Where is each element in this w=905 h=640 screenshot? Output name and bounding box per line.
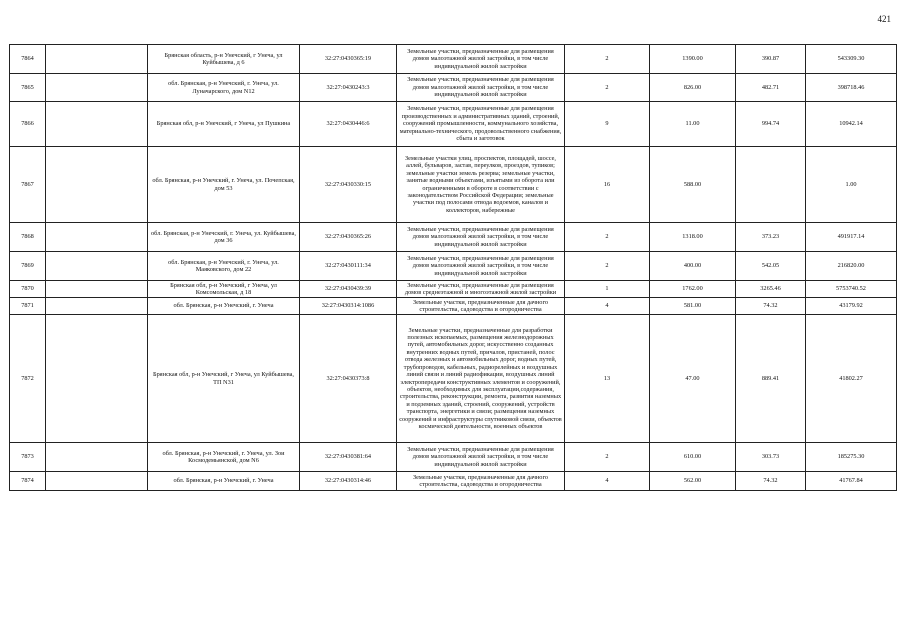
area-cell: 47.00 [650, 315, 736, 443]
area-cell: 1762.00 [650, 281, 736, 298]
group-cell: 9 [565, 102, 650, 147]
address-cell: Брянская обл, р-н Унечский, г Унеча, ул Куйбышева, ТП N31 [148, 315, 300, 443]
land-use-cell: Земельные участки, предназначенные для размещения домов малоэтажной жилой застройки, в том числе индивидуальной жилой застройки [397, 443, 565, 472]
cadastral-number-cell: 32:27:0430111:34 [300, 252, 397, 281]
unit-value-cell: 74.32 [736, 472, 806, 491]
land-use-cell: Земельные участки, предназначенные для размещения домов малоэтажной жилой застройки, в том числе индивидуальной жилой застройки [397, 223, 565, 252]
address-cell: обл. Брянская, р-н Унечский, г. Унеча [148, 472, 300, 491]
row-number: 7874 [10, 472, 46, 491]
group-cell: 13 [565, 315, 650, 443]
unit-value-cell: 74.32 [736, 298, 806, 315]
blank-cell [46, 223, 148, 252]
group-cell: 16 [565, 147, 650, 223]
land-use-cell: Земельные участки улиц, проспектов, площадей, шоссе, аллей, бульваров, застав, переулков, проездов, тупиков; земельные участки земель резерва; земельные участки, занятые водными объектами, изъятыми из оборота или ограниченными в обороте в соответствии с законодательством Российской Федерации; земельные участки под полосами отвода водоемов, каналов и коллекторов, набережные [397, 147, 565, 223]
row-number: 7866 [10, 102, 46, 147]
area-cell: 1318.00 [650, 223, 736, 252]
table-row [10, 147, 897, 223]
row-number: 7873 [10, 443, 46, 472]
blank-cell [46, 443, 148, 472]
unit-value-cell: 889.41 [736, 315, 806, 443]
group-cell: 2 [565, 252, 650, 281]
cadastral-number-cell: 32:27:0430314:46 [300, 472, 397, 491]
row-number: 7870 [10, 281, 46, 298]
cadastral-number-cell: 32:27:0430314:1086 [300, 298, 397, 315]
land-use-cell: Земельные участки, предназначенные для размещения производственных и административных зданий, строений, сооружений промышленности, коммунального хозяйства, материально-технического, продовольственного снабжения, сбыта и заготовок [397, 102, 565, 147]
row-number: 7871 [10, 298, 46, 315]
cadastral-value-cell: 398718.46 [806, 74, 897, 102]
cadastral-value-cell: 43179.92 [806, 298, 897, 315]
area-cell: 562.00 [650, 472, 736, 491]
cadastral-number-cell: 32:27:0430243:3 [300, 74, 397, 102]
unit-value-cell: 390.87 [736, 45, 806, 74]
table-row [10, 74, 897, 102]
address-cell: обл. Брянская, р-н Унечский, г. Унеча [148, 298, 300, 315]
table-row [10, 252, 897, 281]
area-cell: 1390.00 [650, 45, 736, 74]
blank-cell [46, 102, 148, 147]
group-cell: 4 [565, 298, 650, 315]
group-cell: 2 [565, 443, 650, 472]
address-cell: Брянская обл, р-н Унечский, г Унеча, ул Комсомольская, д 18 [148, 281, 300, 298]
cadastral-value-cell: 1.00 [806, 147, 897, 223]
row-number: 7867 [10, 147, 46, 223]
unit-value-cell: 3265.46 [736, 281, 806, 298]
group-cell: 4 [565, 472, 650, 491]
land-use-cell: Земельные участки, предназначенные для размещения домов среднеэтажной и многоэтажной жилой застройки [397, 281, 565, 298]
blank-cell [46, 45, 148, 74]
cadastral-value-cell: 216820.00 [806, 252, 897, 281]
address-cell: Брянская область, р-н Унечский, г Унеча, ул Куйбышева, д 6 [148, 45, 300, 74]
row-number: 7865 [10, 74, 46, 102]
cadastral-number-cell: 32:27:0430373:8 [300, 315, 397, 443]
address-cell: обл. Брянская, р-н Унечский, г. Унеча, ул. Почепская, дом 53 [148, 147, 300, 223]
land-use-cell: Земельные участки, предназначенные для размещения домов малоэтажной жилой застройки, в том числе индивидуальной жилой застройки [397, 45, 565, 74]
address-cell: обл. Брянская, р-н Унечский, г. Унеча, ул. Зои Космодемьянской, дом N6 [148, 443, 300, 472]
table-row [10, 298, 897, 315]
group-cell: 1 [565, 281, 650, 298]
address-cell: обл. Брянская, р-н Унечский, г. Унеча, ул. Куйбышева, дом 36 [148, 223, 300, 252]
group-cell: 2 [565, 45, 650, 74]
table-row [10, 45, 897, 74]
cadastral-value-cell: 5753740.52 [806, 281, 897, 298]
area-cell: 610.00 [650, 443, 736, 472]
area-cell: 588.00 [650, 147, 736, 223]
row-number: 7869 [10, 252, 46, 281]
cadastral-value-cell: 10942.14 [806, 102, 897, 147]
group-cell: 2 [565, 74, 650, 102]
area-cell: 400.00 [650, 252, 736, 281]
land-use-cell: Земельные участки, предназначенные для разработки полезных ископаемых, размещения железнодорожных путей, автомобильных дорог, искусственно созданных внутренних водных путей, причалов, пристаней, полос отвода железных и автомобильных дорог, водных путей, трубопроводов, кабельных, радиорелейных и воздушных линий связи и линий радиофикации, воздушных линий электропередачи конструктивных элементов и сооружений, объектов, необходимых для эксплуатации,содержания, строительства, реконструкции, ремонта, развития наземных и подземных зданий, строений, сооружений, устройств транспорта, энергетики и связи; размещения наземных сооружений и инфраструктуры спутниковой связи, объектов космической деятельности, военных объектов [397, 315, 565, 443]
cadastral-value-cell: 41767.84 [806, 472, 897, 491]
land-use-cell: Земельные участки, предназначенные для дачного строительства, садоводства и огородничества [397, 298, 565, 315]
unit-value-cell [736, 147, 806, 223]
row-number: 7864 [10, 45, 46, 74]
cadastral-value-cell: 491917.14 [806, 223, 897, 252]
table-row [10, 223, 897, 252]
table-row [10, 102, 897, 147]
cadastral-number-cell: 32:27:0430446:6 [300, 102, 397, 147]
unit-value-cell: 303.73 [736, 443, 806, 472]
table-row [10, 443, 897, 472]
cadastral-value-cell: 185275.30 [806, 443, 897, 472]
area-cell: 581.00 [650, 298, 736, 315]
blank-cell [46, 252, 148, 281]
cadastral-number-cell: 32:27:0430439:39 [300, 281, 397, 298]
page-number: 421 [877, 14, 891, 24]
cadastral-number-cell: 32:27:0430365:19 [300, 45, 397, 74]
cadastral-value-cell: 41802.27 [806, 315, 897, 443]
cadastral-number-cell: 32:27:0430330:15 [300, 147, 397, 223]
unit-value-cell: 373.23 [736, 223, 806, 252]
cadastral-value-table [9, 44, 897, 491]
blank-cell [46, 147, 148, 223]
table-row [10, 281, 897, 298]
area-cell: 826.00 [650, 74, 736, 102]
address-cell: обл. Брянская, р-н Унечский, г. Унеча, ул. Маяковского, дом 22 [148, 252, 300, 281]
area-cell: 11.00 [650, 102, 736, 147]
address-cell: Брянская обл, р-н Унечский, г Унеча, ул Пушкина [148, 102, 300, 147]
land-use-cell: Земельные участки, предназначенные для дачного строительства, садоводства и огородничества [397, 472, 565, 491]
blank-cell [46, 472, 148, 491]
blank-cell [46, 74, 148, 102]
blank-cell [46, 281, 148, 298]
cadastral-number-cell: 32:27:0430365:26 [300, 223, 397, 252]
unit-value-cell: 994.74 [736, 102, 806, 147]
blank-cell [46, 298, 148, 315]
address-cell: обл. Брянская, р-н Унечский, г. Унеча, ул. Луначарского, дом N12 [148, 74, 300, 102]
cadastral-value-cell: 543309.30 [806, 45, 897, 74]
row-number: 7872 [10, 315, 46, 443]
blank-cell [46, 315, 148, 443]
row-number: 7868 [10, 223, 46, 252]
unit-value-cell: 542.05 [736, 252, 806, 281]
group-cell: 2 [565, 223, 650, 252]
unit-value-cell: 482.71 [736, 74, 806, 102]
land-use-cell: Земельные участки, предназначенные для размещения домов малоэтажной жилой застройки, в том числе индивидуальной жилой застройки [397, 74, 565, 102]
cadastral-number-cell: 32:27:0430381:64 [300, 443, 397, 472]
table-row [10, 315, 897, 443]
table-row [10, 472, 897, 491]
land-use-cell: Земельные участки, предназначенные для размещения домов малоэтажной жилой застройки, в том числе индивидуальной жилой застройки [397, 252, 565, 281]
